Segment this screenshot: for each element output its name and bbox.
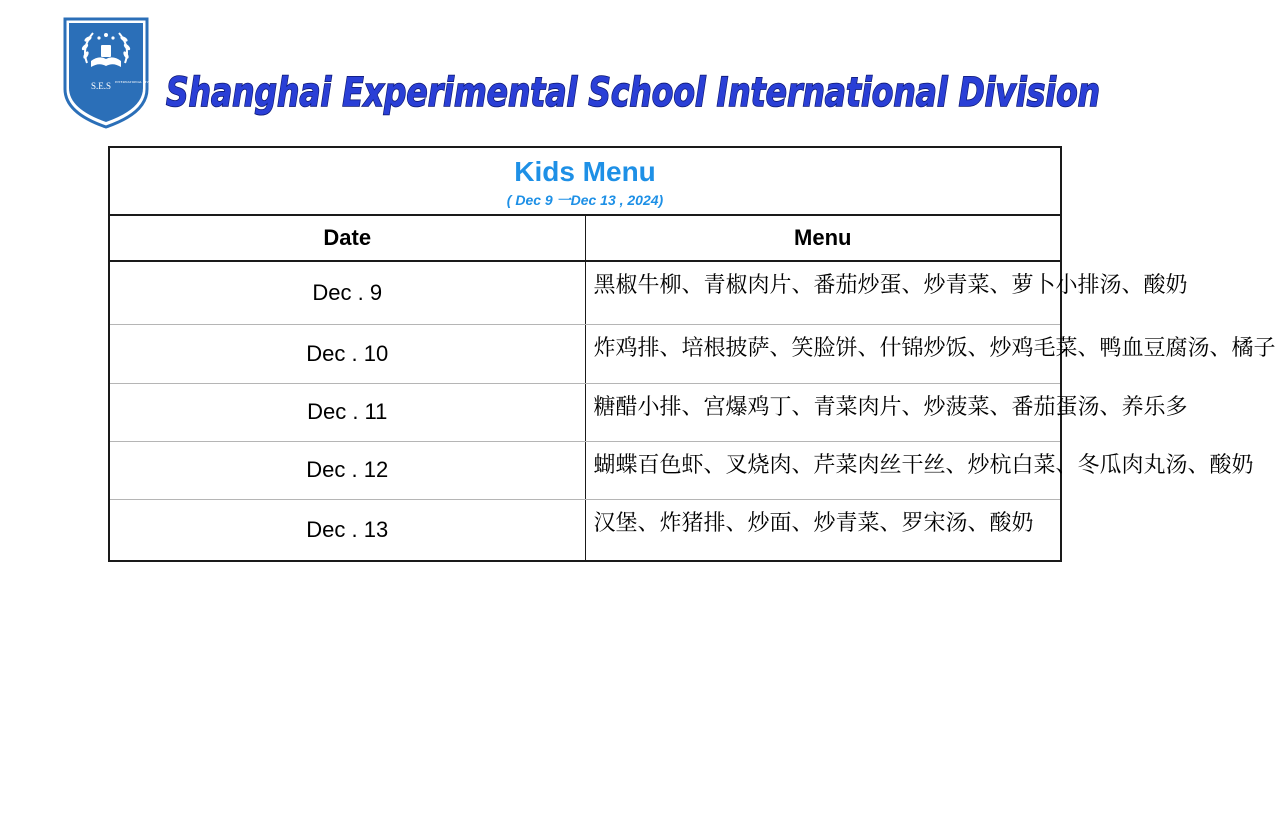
school-name-banner [164, 64, 1104, 116]
menu-table [108, 146, 1276, 562]
row-date: Dec . 13 [109, 499, 585, 561]
logo-text: S.E.S [91, 81, 112, 91]
menu-date-range: ( Dec 9 一Dec 13 , 2024) [506, 192, 664, 208]
school-logo [63, 17, 158, 129]
school-name: Shanghai Experimental School International Division [166, 70, 1100, 116]
row-dishes: 炸鸡排、培根披萨、笑脸饼、什锦炒饭、炒鸡毛菜、鸭血豆腐汤、橘子 [585, 324, 1061, 383]
menu-title: Kids Menu [514, 156, 656, 187]
row-date: Dec . 12 [109, 441, 585, 499]
row-dishes: 糖醋小排、宫爆鸡丁、青菜肉片、炒菠菜、番茄蛋汤、养乐多 [585, 383, 1061, 441]
row-dishes: 蝴蝶百色虾、叉烧肉、芹菜肉丝干丝、炒杭白菜、冬瓜肉丸汤、酸奶 [585, 441, 1061, 499]
menu-title-cell [109, 147, 1061, 215]
table-row [109, 261, 1061, 324]
row-date: Dec . 9 [109, 261, 585, 324]
table-row [109, 441, 1061, 499]
row-date: Dec . 11 [109, 383, 585, 441]
logo-side-text: INTERNATIONAL DIVISION [115, 80, 158, 84]
column-header-menu: Menu [585, 215, 1061, 261]
table-row [109, 324, 1061, 383]
column-header-date: Date [109, 215, 585, 261]
row-dishes: 汉堡、炸猪排、炒面、炒青菜、罗宋汤、酸奶 [585, 499, 1061, 561]
table-row [109, 383, 1061, 441]
row-dishes: 黑椒牛柳、青椒肉片、番茄炒蛋、炒青菜、萝卜小排汤、酸奶 [585, 261, 1061, 324]
row-date: Dec . 10 [109, 324, 585, 383]
table-row [109, 499, 1061, 561]
